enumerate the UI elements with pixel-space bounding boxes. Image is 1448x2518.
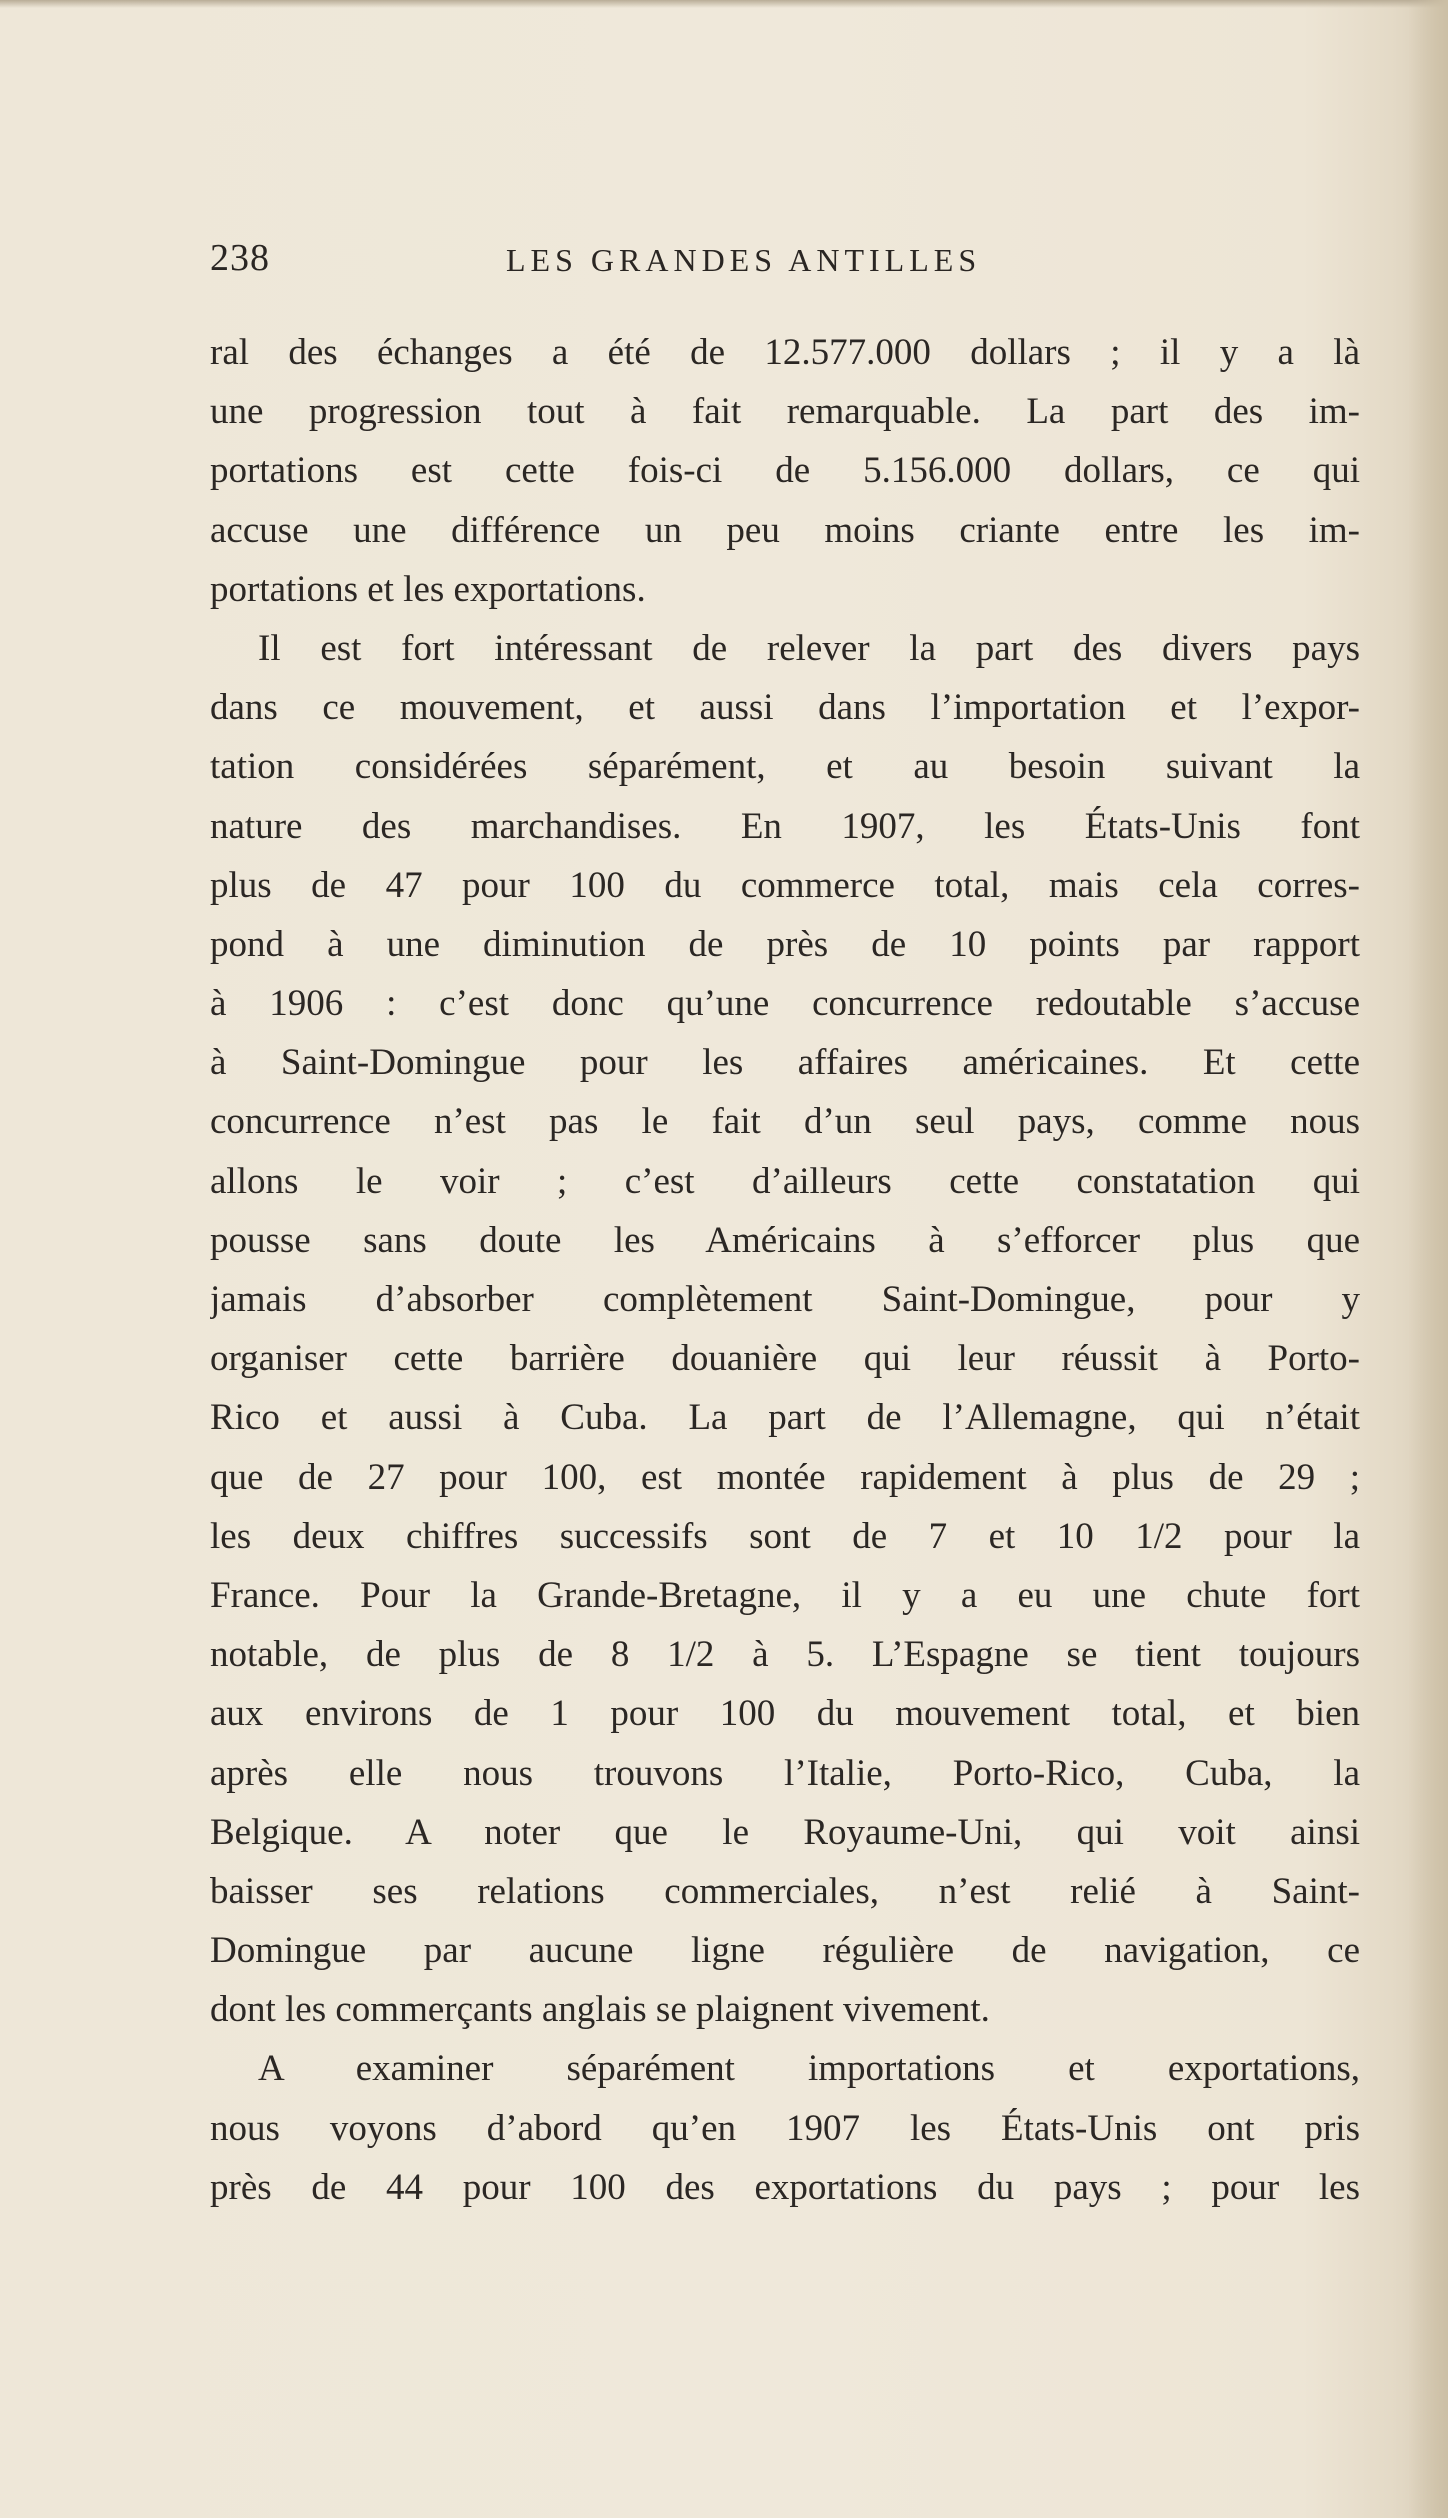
text-line: notable, de plus de 8 1/2 à 5. L’Espagne se tient toujours [210,1634,1360,1676]
text-line: les deux chiffres successifs sont de 7 et 10 1/2 pour la [210,1515,1360,1557]
text-line: A examiner séparément importations et exportations, [258,2048,1360,2090]
page-top-edge [0,0,1448,8]
text-line: concurrence n’est pas le fait d’un seul pays, comme nous [210,1101,1360,1143]
text-line: dont les commerçants anglais se plaignent vivement. [210,1989,990,2031]
text-line: aux environs de 1 pour 100 du mouvement total, et bien [210,1693,1360,1735]
text-line: France. Pour la Grande-Bretagne, il y a eu une chute fort [210,1574,1360,1616]
paragraph-1 [210,323,1360,619]
page-gutter-shadow [1408,0,1448,2518]
text-line: organiser cette barrière douanière qui leur réussit à Porto- [210,1338,1360,1380]
text-line: plus de 47 pour 100 du commerce total, mais cela corres- [210,864,1360,906]
text-line: pousse sans doute les Américains à s’efforcer plus que [210,1219,1360,1261]
body-text [210,323,1360,2217]
paragraph-3 [210,2039,1360,2217]
text-line: accuse une différence un peu moins criante entre les im- [210,509,1360,551]
running-head [210,236,1360,292]
text-line: portations et les exportations. [210,568,646,610]
text-line: pond à une diminution de près de 10 points par rapport [210,923,1360,965]
page-number: 238 [210,237,270,279]
text-line: que de 27 pour 100, est montée rapidement à plus de 29 ; [210,1456,1360,1498]
text-line: à Saint-Domingue pour les affaires américaines. Et cette [210,1042,1360,1084]
text-line: ral des échanges a été de 12.577.000 dollars ; il y a là [210,332,1360,373]
text-line: nous voyons d’abord qu’en 1907 les États-Unis ont pris [210,2107,1360,2149]
text-line: tation considérées séparément, et au besoin suivant la [210,746,1360,788]
text-line: Belgique. A noter que le Royaume-Uni, qui voit ainsi [210,1811,1360,1853]
text-line: à 1906 : c’est donc qu’une concurrence redoutable s’accuse [210,983,1360,1025]
text-line: portations est cette fois-ci de 5.156.000 dollars, ce qui [210,450,1360,492]
text-line: nature des marchandises. En 1907, les États-Unis font [210,805,1360,847]
text-line: une progression tout à fait remarquable. La part des im- [210,391,1360,433]
text-line: dans ce mouvement, et aussi dans l’importation et l’expor- [210,687,1360,729]
text-line: Rico et aussi à Cuba. La part de l’Allemagne, qui n’était [210,1397,1360,1439]
text-line: allons le voir ; c’est d’ailleurs cette constatation qui [210,1160,1360,1202]
text-line: jamais d’absorber complètement Saint-Domingue, pour y [210,1279,1360,1320]
text-line: baisser ses relations commerciales, n’est relié à Saint- [210,1870,1360,1912]
text-line: après elle nous trouvons l’Italie, Porto-Rico, Cuba, la [210,1752,1360,1794]
paragraph-2 [210,619,1360,2040]
text-line: Il est fort intéressant de relever la part des divers pays [258,627,1360,669]
text-line: près de 44 pour 100 des exportations du pays ; pour les [210,2166,1360,2208]
text-line: Domingue par aucune ligne régulière de navigation, ce [210,1930,1360,1972]
running-title: LES GRANDES ANTILLES [506,242,982,278]
